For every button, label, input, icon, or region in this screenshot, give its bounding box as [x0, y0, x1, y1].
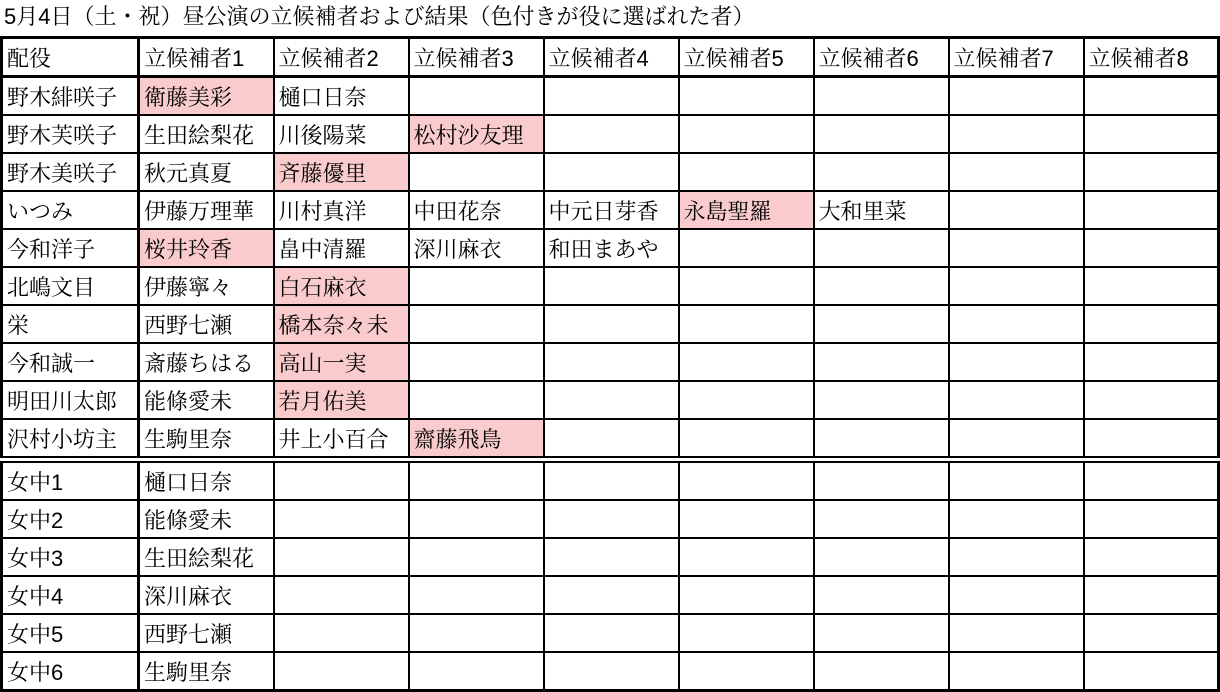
candidate-cell: [274, 460, 409, 501]
role-column-header: 配役: [2, 38, 139, 77]
candidate-cell: [679, 77, 814, 116]
candidate-cell: [544, 652, 679, 691]
candidate-cell: 川後陽菜: [274, 115, 409, 153]
candidate-cell: 能條愛未: [139, 381, 274, 419]
candidate-cell: [949, 652, 1084, 691]
candidate-cell: 斉藤優里: [274, 153, 409, 191]
candidate-cell: [679, 115, 814, 153]
role-cell: 今和洋子: [2, 229, 139, 267]
candidate-cell: [409, 652, 544, 691]
candidate-cell: [409, 614, 544, 652]
table-row: [2, 191, 1219, 229]
candidate-cell: [679, 343, 814, 381]
candidate-cell: [814, 305, 949, 343]
table-row: [2, 77, 1219, 116]
candidate-cell: 永島聖羅: [679, 191, 814, 229]
candidate-cell: [814, 77, 949, 116]
role-cell: 女中4: [2, 576, 139, 614]
role-cell: 野木美咲子: [2, 153, 139, 191]
candidate-cell: [544, 460, 679, 501]
candidate-cell: [949, 538, 1084, 576]
candidate-column-header: 立候補者4: [544, 38, 679, 77]
candidate-cell: [949, 381, 1084, 419]
table-row: [2, 538, 1219, 576]
candidate-cell: [409, 460, 544, 501]
candidate-cell: [1084, 538, 1219, 576]
candidate-cell: 川村真洋: [274, 191, 409, 229]
candidate-cell: [544, 419, 679, 460]
candidate-cell: [409, 267, 544, 305]
role-cell: 女中6: [2, 652, 139, 691]
candidate-cell: [679, 460, 814, 501]
candidate-cell: 井上小百合: [274, 419, 409, 460]
table-row: [2, 343, 1219, 381]
role-cell: 今和誠一: [2, 343, 139, 381]
candidate-cell: 生田絵梨花: [139, 538, 274, 576]
candidate-column-header: 立候補者1: [139, 38, 274, 77]
candidate-cell: 西野七瀬: [139, 305, 274, 343]
candidate-cell: [409, 381, 544, 419]
candidate-column-header: 立候補者3: [409, 38, 544, 77]
candidate-cell: 伊藤万理華: [139, 191, 274, 229]
candidate-cell: [679, 153, 814, 191]
candidate-cell: [949, 460, 1084, 501]
candidate-cell: [814, 460, 949, 501]
candidate-cell: [544, 77, 679, 116]
page-title: 5月4日（土・祝）昼公演の立候補者および結果（色付きが役に選ばれた者）: [4, 4, 755, 29]
candidate-cell: 橋本奈々未: [274, 305, 409, 343]
candidate-cell: [679, 652, 814, 691]
candidate-cell: [949, 115, 1084, 153]
candidate-cell: [544, 343, 679, 381]
candidate-cell: 秋元真夏: [139, 153, 274, 191]
candidate-cell: [1084, 305, 1219, 343]
candidate-cell: [544, 576, 679, 614]
candidate-column-header: 立候補者7: [949, 38, 1084, 77]
candidate-cell: 畠中清羅: [274, 229, 409, 267]
candidate-cell: [949, 153, 1084, 191]
candidate-cell: [1084, 77, 1219, 116]
candidate-cell: [949, 305, 1084, 343]
candidate-cell: [814, 419, 949, 460]
candidate-cell: [949, 191, 1084, 229]
candidate-cell: 白石麻衣: [274, 267, 409, 305]
table-row: [2, 500, 1219, 538]
role-cell: 女中2: [2, 500, 139, 538]
candidates-table: [0, 36, 1220, 692]
candidate-cell: [409, 343, 544, 381]
candidate-cell: [544, 267, 679, 305]
candidate-cell: [274, 500, 409, 538]
candidate-cell: [679, 381, 814, 419]
candidate-cell: 深川麻衣: [409, 229, 544, 267]
candidate-cell: [949, 343, 1084, 381]
candidate-cell: [409, 500, 544, 538]
candidate-cell: [544, 381, 679, 419]
candidate-cell: 齋藤飛鳥: [409, 419, 544, 460]
candidate-cell: [1084, 267, 1219, 305]
candidate-cell: [814, 153, 949, 191]
table-row: [2, 614, 1219, 652]
candidate-cell: [679, 229, 814, 267]
table-row: [2, 381, 1219, 419]
table-row: [2, 305, 1219, 343]
role-cell: 野木緋咲子: [2, 77, 139, 116]
candidate-cell: [409, 153, 544, 191]
role-cell: 沢村小坊主: [2, 419, 139, 460]
table-row: [2, 576, 1219, 614]
candidate-cell: 衛藤美彩: [139, 77, 274, 116]
candidate-cell: [1084, 576, 1219, 614]
candidate-cell: [1084, 500, 1219, 538]
candidate-cell: [544, 500, 679, 538]
candidate-cell: [814, 576, 949, 614]
candidate-cell: [1084, 460, 1219, 501]
candidate-cell: 深川麻衣: [139, 576, 274, 614]
candidate-cell: [679, 576, 814, 614]
candidate-cell: [409, 538, 544, 576]
candidate-cell: 斎藤ちはる: [139, 343, 274, 381]
candidate-cell: 大和里菜: [814, 191, 949, 229]
candidate-cell: [679, 538, 814, 576]
candidate-cell: [679, 500, 814, 538]
candidate-cell: [1084, 614, 1219, 652]
candidate-cell: [814, 229, 949, 267]
candidate-cell: 中元日芽香: [544, 191, 679, 229]
candidate-cell: 伊藤寧々: [139, 267, 274, 305]
table-row: [2, 229, 1219, 267]
candidate-cell: [274, 652, 409, 691]
role-cell: 野木芙咲子: [2, 115, 139, 153]
candidate-cell: 樋口日奈: [274, 77, 409, 116]
candidate-column-header: 立候補者2: [274, 38, 409, 77]
candidate-cell: [544, 305, 679, 343]
candidate-cell: [544, 153, 679, 191]
candidate-cell: 能條愛未: [139, 500, 274, 538]
candidate-cell: 和田まあや: [544, 229, 679, 267]
candidate-cell: 松村沙友理: [409, 115, 544, 153]
candidate-cell: [814, 538, 949, 576]
candidate-cell: [274, 614, 409, 652]
candidate-cell: [274, 576, 409, 614]
candidate-cell: [679, 419, 814, 460]
candidate-cell: [949, 77, 1084, 116]
candidate-cell: 西野七瀬: [139, 614, 274, 652]
table-row: [2, 460, 1219, 501]
candidate-cell: [1084, 229, 1219, 267]
role-cell: 女中5: [2, 614, 139, 652]
table-row: [2, 652, 1219, 691]
candidate-cell: [1084, 381, 1219, 419]
table-body: [2, 77, 1219, 691]
candidate-cell: [544, 614, 679, 652]
candidate-cell: [1084, 419, 1219, 460]
candidate-column-header: 立候補者6: [814, 38, 949, 77]
candidate-cell: [679, 267, 814, 305]
candidate-cell: [814, 343, 949, 381]
candidate-cell: [409, 576, 544, 614]
role-cell: 明田川太郎: [2, 381, 139, 419]
candidate-cell: [814, 381, 949, 419]
table-row: [2, 153, 1219, 191]
role-cell: いつみ: [2, 191, 139, 229]
candidate-cell: [544, 538, 679, 576]
candidate-cell: [949, 614, 1084, 652]
table-row: [2, 115, 1219, 153]
candidate-cell: [949, 500, 1084, 538]
candidate-column-header: 立候補者8: [1084, 38, 1219, 77]
candidate-cell: 生駒里奈: [139, 419, 274, 460]
role-cell: 栄: [2, 305, 139, 343]
candidate-cell: [1084, 191, 1219, 229]
candidate-cell: [814, 267, 949, 305]
candidate-cell: [409, 77, 544, 116]
candidate-cell: 生田絵梨花: [139, 115, 274, 153]
table-row: [2, 419, 1219, 460]
candidate-cell: [949, 229, 1084, 267]
role-cell: 北嶋文目: [2, 267, 139, 305]
candidate-cell: 桜井玲香: [139, 229, 274, 267]
candidate-cell: [679, 305, 814, 343]
candidate-column-header: 立候補者5: [679, 38, 814, 77]
candidate-cell: [814, 500, 949, 538]
candidate-cell: [949, 267, 1084, 305]
candidate-cell: 高山一実: [274, 343, 409, 381]
candidate-cell: [814, 652, 949, 691]
candidate-cell: [409, 305, 544, 343]
candidate-cell: 中田花奈: [409, 191, 544, 229]
candidate-cell: [544, 115, 679, 153]
candidate-cell: [949, 576, 1084, 614]
candidate-cell: [274, 538, 409, 576]
candidate-cell: [1084, 115, 1219, 153]
candidate-cell: [1084, 343, 1219, 381]
candidate-cell: [1084, 652, 1219, 691]
table-row: [2, 267, 1219, 305]
candidate-cell: 樋口日奈: [139, 460, 274, 501]
candidate-cell: [814, 115, 949, 153]
candidate-cell: [814, 614, 949, 652]
candidate-cell: [679, 614, 814, 652]
role-cell: 女中1: [2, 460, 139, 501]
candidate-cell: [1084, 153, 1219, 191]
header-row: [2, 38, 1219, 77]
candidate-cell: [949, 419, 1084, 460]
candidate-cell: 生駒里奈: [139, 652, 274, 691]
role-cell: 女中3: [2, 538, 139, 576]
candidate-cell: 若月佑美: [274, 381, 409, 419]
